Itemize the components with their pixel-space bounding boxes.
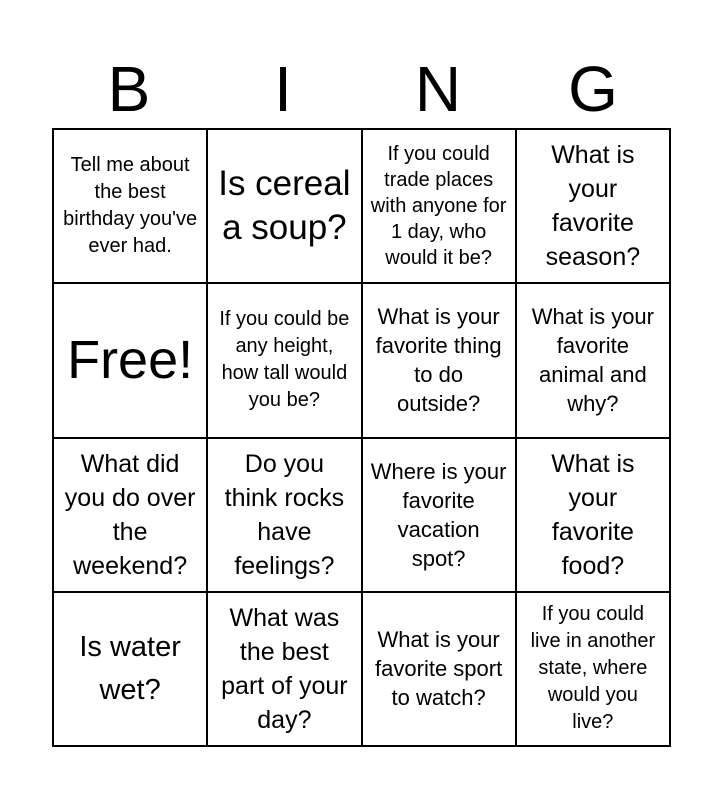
bingo-cell[interactable] [53, 592, 207, 746]
cell-text: What is your favorite sport to watch? [375, 627, 503, 711]
bingo-cell[interactable] [362, 129, 516, 283]
bingo-cell[interactable] [516, 592, 670, 746]
cell-text: Where is your favorite vacation spot? [370, 458, 507, 571]
bingo-cell[interactable] [362, 592, 516, 746]
header-letter-i: I [274, 53, 292, 125]
bingo-cell[interactable] [207, 283, 361, 437]
bingo-cell[interactable] [516, 438, 670, 592]
header-letter-b: B [107, 53, 151, 125]
cell-text: What was the best part of your day? [221, 603, 348, 734]
cell-text: What is your favorite food? [551, 449, 635, 580]
bingo-cell[interactable] [362, 438, 516, 592]
cell-text: What did you do over the weekend? [64, 449, 196, 580]
bingo-cell[interactable] [207, 438, 361, 592]
cell-text: What is your favorite season? [545, 141, 641, 272]
bingo-header [52, 50, 671, 128]
cell-text: If you could trade places with anyone for 1 day, who would it be? [370, 143, 507, 270]
cell-text: Is cereal a soup? [218, 164, 351, 248]
header-letter-n: N [414, 53, 462, 125]
free-space-cell[interactable] [53, 283, 207, 437]
bingo-cell[interactable] [53, 129, 207, 283]
cell-text: If you could be any height, how tall would you be? [219, 308, 350, 412]
bingo-card-grid [52, 128, 671, 747]
bingo-cell[interactable] [207, 592, 361, 746]
bingo-cell[interactable] [53, 438, 207, 592]
cell-text: Do you think rocks have feelings? [224, 449, 345, 580]
header-letter-g: G [568, 53, 618, 125]
cell-text: Tell me about the best birthday you've ever had. [63, 154, 198, 258]
bingo-cell[interactable] [207, 129, 361, 283]
cell-text: What is your favorite animal and why? [531, 304, 654, 417]
cell-text: What is your favorite thing to do outside? [375, 304, 502, 417]
bingo-cell[interactable] [516, 129, 670, 283]
bingo-cell[interactable] [516, 283, 670, 437]
cell-text: Free! [67, 330, 194, 391]
bingo-cell[interactable] [362, 283, 516, 437]
cell-text: If you could live in another state, where would you live? [530, 603, 656, 734]
cell-text: Is water wet? [79, 630, 181, 706]
